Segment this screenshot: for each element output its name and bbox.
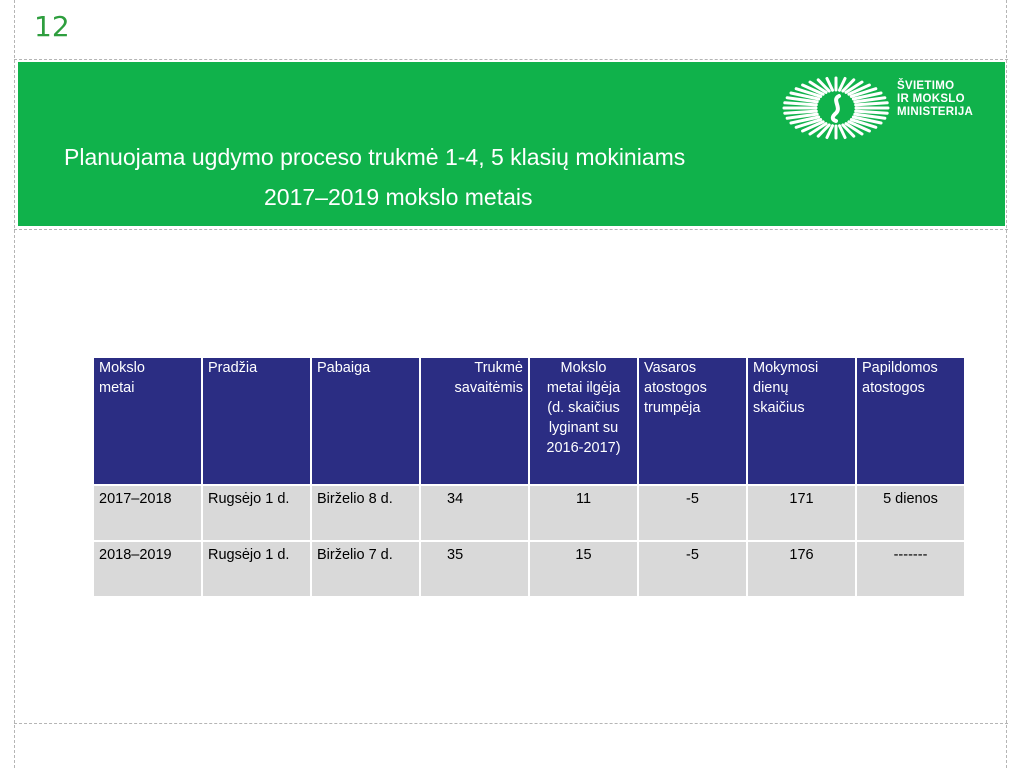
- table-cell: 171: [747, 485, 856, 541]
- slide-title-line-2: 2017–2019 mokslo metais: [264, 184, 533, 210]
- ministry-logo: [781, 76, 981, 140]
- slide-number: 12: [34, 10, 70, 43]
- logo-ray: [856, 103, 888, 105]
- header-band: [18, 62, 1005, 226]
- table-row: [93, 541, 965, 597]
- table-cell: 2018–2019: [93, 541, 202, 597]
- table-cell: -5: [638, 485, 747, 541]
- column-header: Mokslo metai: [93, 357, 202, 485]
- table-cell: Birželio 7 d.: [311, 541, 420, 597]
- table-cell: Birželio 8 d.: [311, 485, 420, 541]
- table-header-row: [93, 357, 965, 485]
- table-row: [93, 485, 965, 541]
- column-header: Papildomos atostogos: [856, 357, 965, 485]
- logo-line: IR MOKSLO: [897, 93, 965, 105]
- logo-ray: [785, 103, 817, 105]
- table-cell: 11: [529, 485, 638, 541]
- guide-line: [14, 229, 1008, 230]
- table-cell: -------: [856, 541, 965, 597]
- table-cell: 2017–2018: [93, 485, 202, 541]
- logo-line: MINISTERIJA: [897, 106, 974, 118]
- column-header: Pabaiga: [311, 357, 420, 485]
- table-cell: 34: [420, 485, 529, 541]
- logo-ray: [785, 111, 817, 113]
- sunburst-emblem-icon: [781, 76, 891, 140]
- logo-line: ŠVIETIMO: [897, 80, 955, 92]
- guide-line: [14, 723, 1008, 724]
- column-header: Trukmė savaitėmis: [420, 357, 529, 485]
- column-header: Pradžia: [202, 357, 311, 485]
- guide-line: [14, 59, 1008, 60]
- school-year-table: [92, 356, 966, 598]
- slide-title-line-1: Planuojama ugdymo proceso trukmė 1-4, 5 klasių mokiniams: [64, 144, 686, 170]
- table-cell: 15: [529, 541, 638, 597]
- column-header: Vasaros atostogos trumpėja: [638, 357, 747, 485]
- table-cell: 176: [747, 541, 856, 597]
- table-cell: 5 dienos: [856, 485, 965, 541]
- table-cell: Rugsėjo 1 d.: [202, 541, 311, 597]
- guide-line: [1006, 0, 1007, 768]
- column-header: Mokslo metai ilgėja (d. skaičius lyginant su 2016-2017): [529, 357, 638, 485]
- logo-ray: [856, 111, 888, 113]
- table-cell: 35: [420, 541, 529, 597]
- logo-text: [897, 80, 973, 119]
- column-header: Mokymosi dienų skaičius: [747, 357, 856, 485]
- guide-line: [14, 0, 15, 768]
- table-cell: -5: [638, 541, 747, 597]
- table-cell: Rugsėjo 1 d.: [202, 485, 311, 541]
